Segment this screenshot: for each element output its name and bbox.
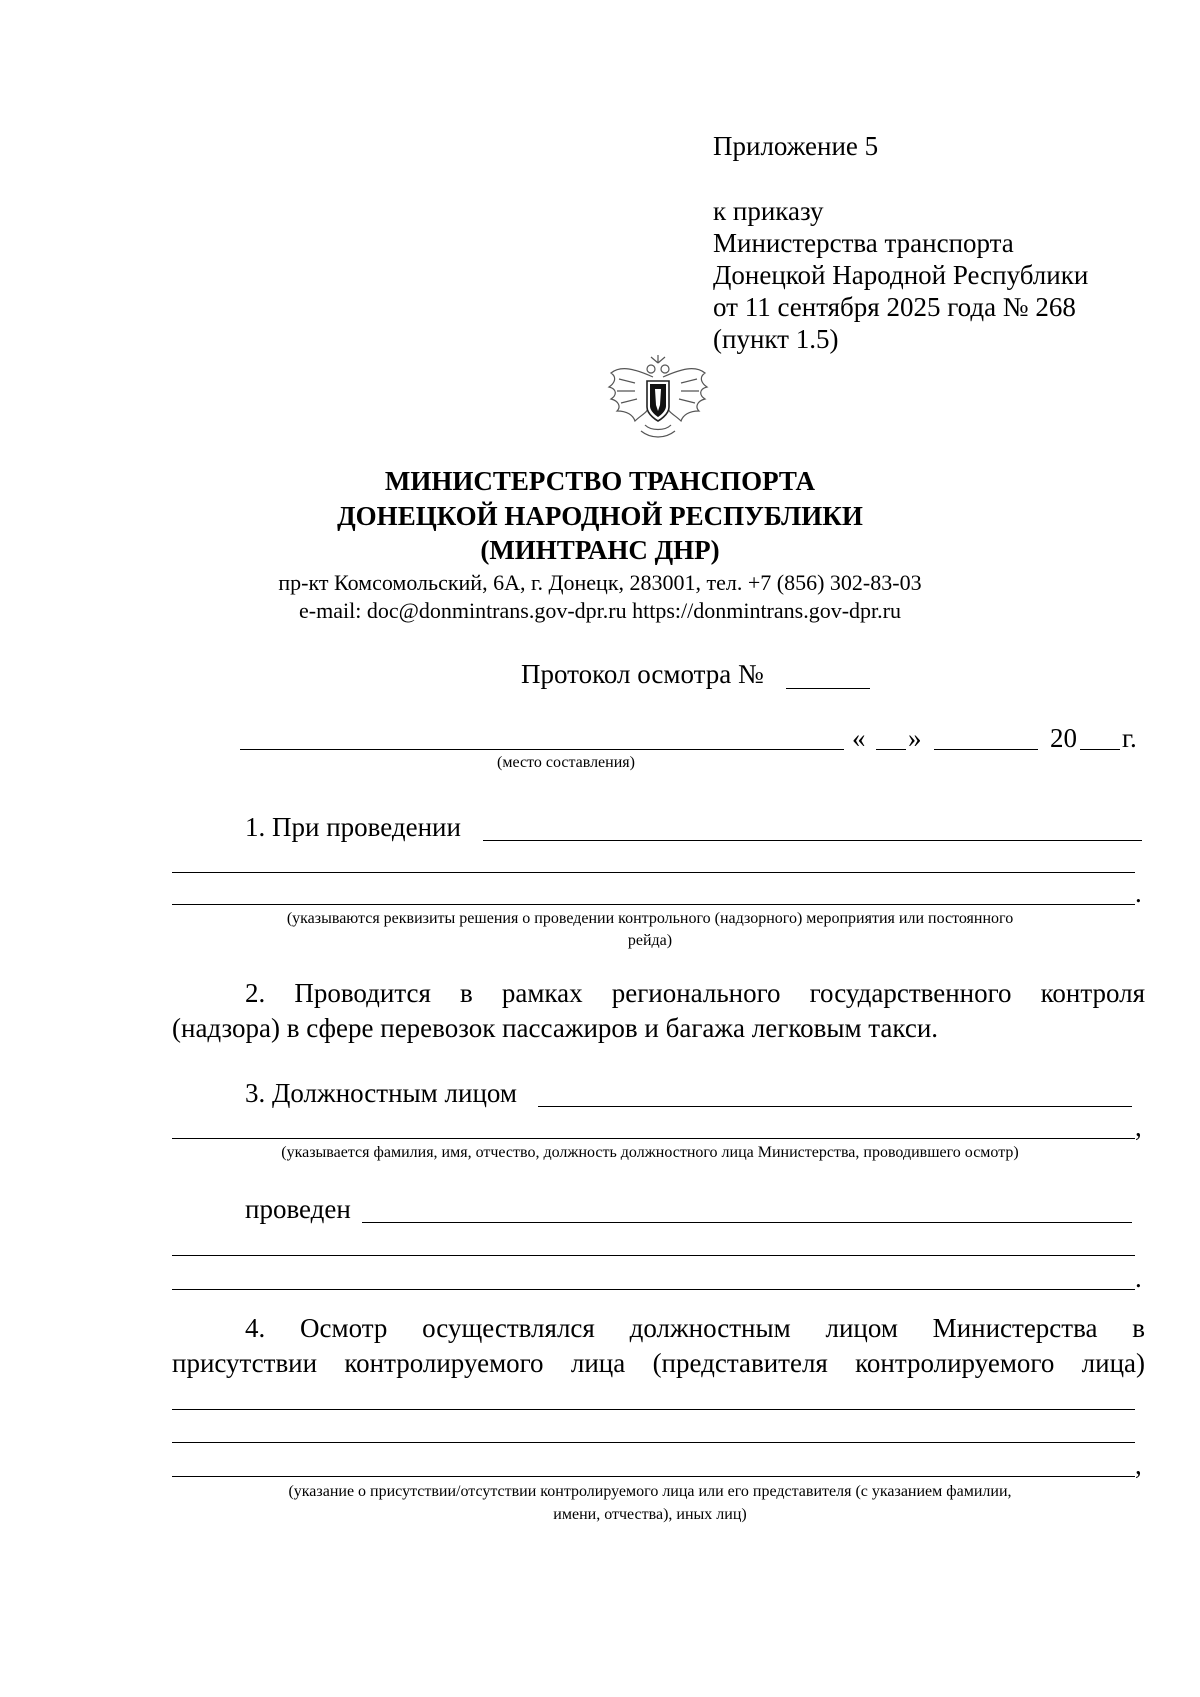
item-4-caption-line-1: (указание о присутствии/отсутствии контролируемого лица или его представителя (с указанием фамилии, xyxy=(288,1483,1012,1500)
item-2-line-2: (надзора) в сфере перевозок пассажиров и багажа легковым такси. xyxy=(172,1013,939,1043)
protocol-title: Протокол осмотра № xyxy=(521,659,764,689)
conducted-period: . xyxy=(1135,1263,1142,1293)
place-caption: (место составления) xyxy=(497,754,635,771)
org-address: пр-кт Комсомольский, 6А, г. Донецк, 283001, тел. +7 (856) 302-83-03 xyxy=(278,570,922,595)
item-3-caption: (указывается фамилия, имя, отчество, должность должностного лица Министерства, проводившего осмотр) xyxy=(281,1144,1019,1161)
org-name-line-1: МИНИСТЕРСТВО ТРАНСПОРТА xyxy=(384,466,816,496)
item-1-field-line-1 xyxy=(483,840,1142,841)
place-field xyxy=(240,749,844,750)
date-quote-open: « xyxy=(852,723,866,753)
item-3-field-line-2 xyxy=(172,1138,1135,1139)
protocol-number-field xyxy=(786,688,870,689)
item-4-line-2: присутствии контролируемого лица (представителя контролируемого лица) xyxy=(172,1348,1145,1378)
item-4-field-line-1 xyxy=(172,1409,1135,1410)
org-name-line-2: ДОНЕЦКОЙ НАРОДНОЙ РЕСПУБЛИКИ xyxy=(337,501,863,531)
item-4-caption-line-2: имени, отчества), иных лиц) xyxy=(553,1506,747,1523)
item-4-field-line-3 xyxy=(172,1476,1135,1477)
date-day-field xyxy=(876,749,906,750)
date-year-suffix: г. xyxy=(1122,723,1137,753)
org-contacts: e-mail: doc@donmintrans.gov-dpr.ru https://donmintrans.gov-dpr.ru xyxy=(299,598,901,623)
item-1-caption-line-2: рейда) xyxy=(627,932,673,949)
conducted-field-line-1 xyxy=(362,1222,1132,1223)
conducted-field-line-2 xyxy=(172,1255,1135,1256)
appendix-line-3: Донецкой Народной Республики xyxy=(713,260,1089,290)
coat-of-arms-emblem-icon xyxy=(605,355,711,441)
item-1-period: . xyxy=(1135,878,1142,908)
item-4-comma: , xyxy=(1135,1450,1142,1480)
item-4-field-line-2 xyxy=(172,1442,1135,1443)
item-1-field-line-3 xyxy=(172,904,1135,905)
org-name-line-3: (МИНТРАНС ДНР) xyxy=(480,535,720,565)
appendix-line-1: к приказу xyxy=(713,196,824,226)
date-year-prefix: 20 xyxy=(1050,723,1077,753)
item-3-field-line-1 xyxy=(538,1106,1132,1107)
date-month-field xyxy=(934,749,1038,750)
appendix-line-2: Министерства транспорта xyxy=(713,228,1014,258)
item-3-comma: , xyxy=(1135,1112,1142,1142)
item-1-caption-line-1: (указываются реквизиты решения о проведении контрольного (надзорного) мероприятия или постоянного xyxy=(286,910,1014,927)
item-4-line-1: 4. Осмотр осуществлялся должностным лицом Министерства в xyxy=(245,1313,1145,1343)
conducted-label: проведен xyxy=(245,1194,351,1224)
item-1-label: 1. При проведении xyxy=(245,812,461,842)
date-quote-close: » xyxy=(908,723,922,753)
date-year-field xyxy=(1080,749,1120,750)
appendix-line-4: от 11 сентября 2025 года № 268 xyxy=(713,292,1076,322)
appendix-line-5: (пункт 1.5) xyxy=(713,324,839,354)
item-3-label: 3. Должностным лицом xyxy=(245,1078,517,1108)
appendix-title: Приложение 5 xyxy=(713,131,879,161)
item-2-line-1: 2. Проводится в рамках регионального государственного контроля xyxy=(245,978,1145,1008)
conducted-field-line-3 xyxy=(172,1289,1135,1290)
item-1-field-line-2 xyxy=(172,872,1135,873)
